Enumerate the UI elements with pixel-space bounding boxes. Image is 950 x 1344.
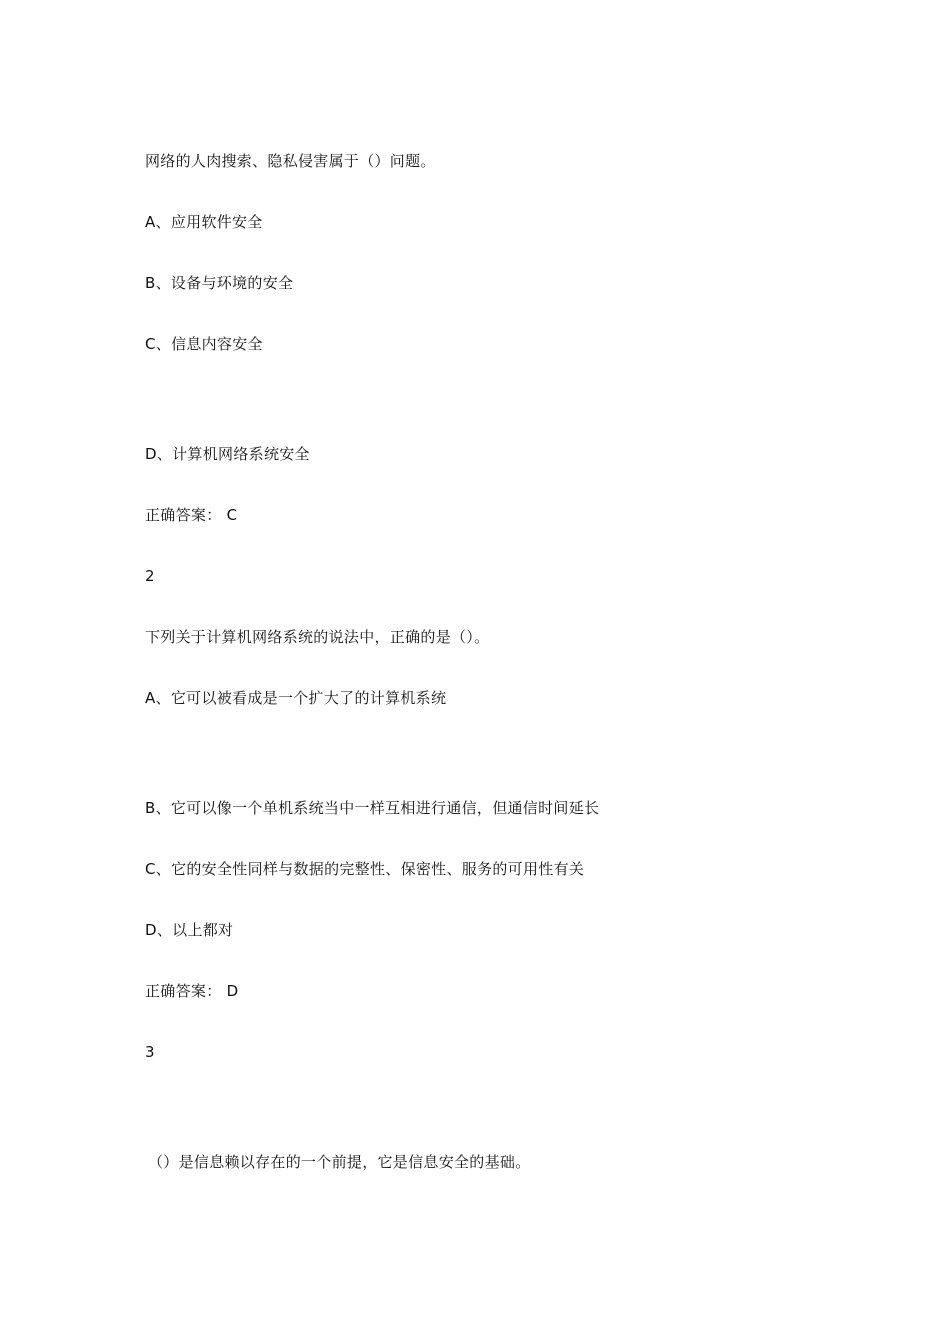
question-2-option-a: A、它可以被看成是一个扩大了的计算机系统 bbox=[145, 689, 447, 707]
question-1-option-c: C、信息内容安全 bbox=[145, 335, 263, 353]
question-1-option-d: D、计算机网络系统安全 bbox=[145, 445, 310, 463]
question-1-option-a: A、应用软件安全 bbox=[145, 213, 263, 231]
question-2-option-c: C、它的安全性同样与数据的完整性、保密性、服务的可用性有关 bbox=[145, 860, 585, 878]
question-2-option-b: B、它可以像一个单机系统当中一样互相进行通信，但通信时间延长 bbox=[145, 799, 600, 817]
question-2-number: 2 bbox=[145, 567, 155, 585]
question-2-stem: 下列关于计算机网络系统的说法中，正确的是（）。 bbox=[145, 628, 490, 646]
question-3-number: 3 bbox=[145, 1043, 155, 1061]
question-2-option-d: D、以上都对 bbox=[145, 921, 234, 939]
question-3-stem: （）是信息赖以存在的一个前提，它是信息安全的基础。 bbox=[148, 1153, 531, 1171]
question-2-answer: 正确答案： D bbox=[145, 982, 239, 1000]
question-1-option-b: B、设备与环境的安全 bbox=[145, 274, 294, 292]
question-1-answer: 正确答案： C bbox=[145, 506, 238, 524]
question-1-stem: 网络的人肉搜索、隐私侵害属于（）问题。 bbox=[145, 152, 436, 170]
